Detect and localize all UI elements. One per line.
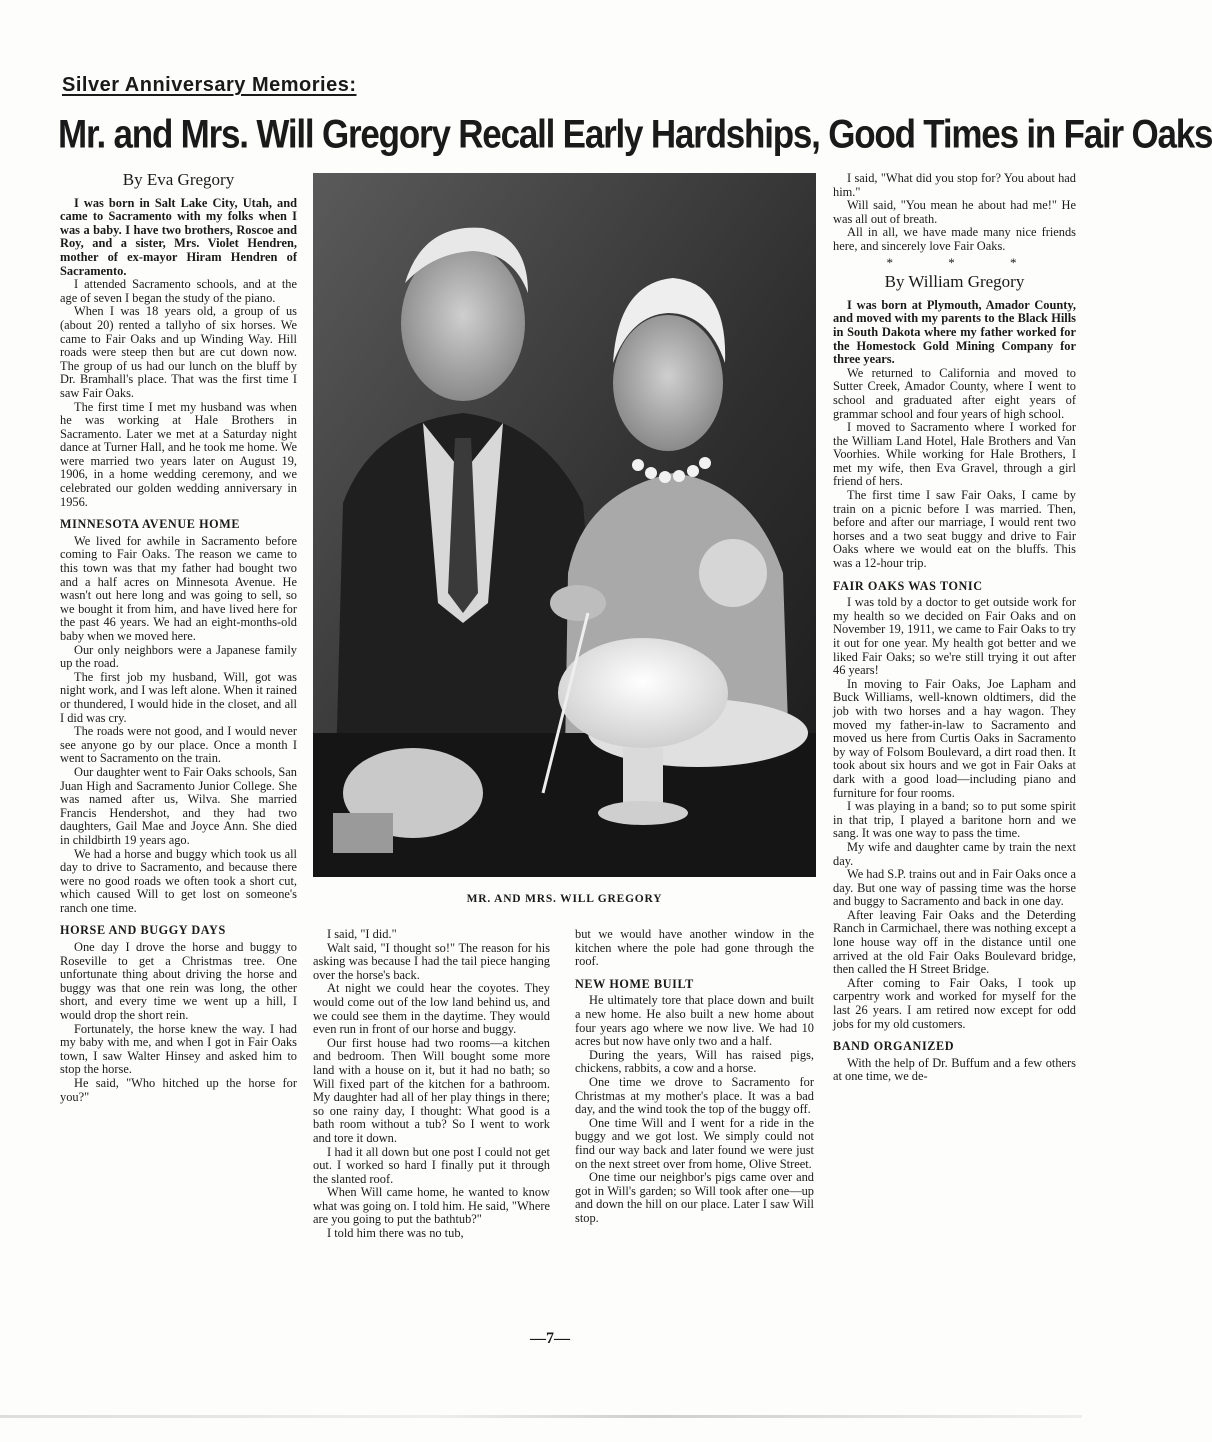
paragraph: Our only neighbors were a Japanese family up the road.	[60, 642, 297, 671]
photo-illustration	[313, 173, 816, 877]
paragraph: My wife and daughter came by train the next day.	[833, 839, 1076, 868]
paragraph: The roads were not good, and I would never see anyone go by our place. Once a month I went to Sacramento on the train.	[60, 724, 297, 766]
subhead-band: BAND ORGANIZED	[833, 1039, 955, 1054]
paragraph: I had it all down but one post I could not get out. I worked so hard I finally put it through the slanted roof.	[313, 1144, 550, 1186]
paragraph: We lived for awhile in Sacramento before coming to Fair Oaks. The reason we came to this town was that my father had bought two and a half acres on Minnesota Avenue. He wasn't out here long and was going to sell, so we bought it from him, and have lived here for the past 46 years. We had an eight-months-old baby when we moved here.	[60, 533, 297, 643]
paragraph: The first time I saw Fair Oaks, I came by train on a picnic before I was married. Then, before and after our marriage, I would rent two horses and a two seat buggy and drive to Fair Oaks where we would eat on the bluffs. This was a 12-hour trip.	[833, 488, 1076, 571]
paragraph: When I was 18 years old, a group of us (about 20) rented a tallyho of six horses. We came to Fair Oaks and up Winding Way. Hill roads were steep then but are cut down now. The group of us had our lunch on the bluff by Dr. Bramhall's place. That was the first time I saw Fair Oaks.	[60, 304, 297, 400]
paragraph: After coming to Fair Oaks, I took up carpentry work and worked for myself for the last 26 years. I am retired now except for odd jobs for my old customers.	[833, 975, 1076, 1031]
section-divider-stars: * * *	[886, 254, 1043, 270]
paragraph: One time we drove to Sacramento for Christmas at my mother's place. It was a bad day, and the wind took the top of the buggy off.	[575, 1074, 814, 1117]
article-column-4	[833, 172, 1076, 1084]
paragraph: I moved to Sacramento where I worked for the William Land Hotel, Hale Brothers and Van Voorhies. While working for Hale Brothers, I met my wife, then Eva Gravel, through a girl friend of hers.	[833, 420, 1076, 489]
paragraph: In moving to Fair Oaks, Joe Lapham and Buck Williams, well-known oldtimers, did the job with two horses and a hay wagon. They moved my father-in-law to Sacramento and moved us here from Curtis Oaks in Sacramento by way of Folsom Boulevard, a dirt road then. It took about six hours and we got in Fair Oaks at dark with a good load—including piano and furniture for four rooms.	[833, 676, 1076, 800]
paragraph: Will said, "You mean he about had me!" He was all out of breath.	[833, 198, 1076, 226]
paragraph: I attended Sacramento schools, and at the age of seven I began the study of the piano.	[60, 277, 297, 305]
article-column-2	[313, 928, 550, 1241]
paragraph: At night we could hear the coyotes. They would come out of the low land behind us, and we could see them in the daytime. They would even run in front of our horse and buggy.	[313, 981, 550, 1037]
paragraph: He ultimately tore that place down and built a new home. He also built a new home about four years ago where we now live. We had 10 acres but now have only two and a half.	[575, 993, 814, 1049]
paragraph: The first time I met my husband was when he was working at Hale Brothers in Sacramento. Later we met at a Saturday night dance at Turner Hall, and he took me home. We were married two years later on August 19, 1906, in a home wedding ceremony, and we celebrated our golden wedding anniversary in 1956.	[60, 399, 297, 509]
paragraph: We had a horse and buggy which took us all day to drive to Sacramento, and because there were no good roads we often took a short cut, which caused Will to get lost on someone's ranch one time.	[60, 846, 297, 915]
lead-paragraph: I was born in Salt Lake City, Utah, and came to Sacramento with my folks when I was a baby. I have two brothers, Roscoe and Roy, and a sister, Mrs. Violet Hendren, mother of ex-mayor Hiram Hendren of Sacramento.	[60, 195, 297, 278]
bottom-rule	[0, 1415, 1082, 1418]
portrait-photo-icon	[313, 173, 816, 877]
paragraph: Our daughter went to Fair Oaks schools, San Juan High and Sacramento Junior College. She was named after us, Wilva. She married Francis Hendershot, and they had two daughters, Gail Mae and Joyce Ann. She died in childbirth 19 years ago.	[60, 764, 297, 847]
paragraph: Fortunately, the horse knew the way. I had my baby with me, and when I got in Fair Oaks town, I saw Walter Hinsey and asked him to stop the horse.	[60, 1021, 297, 1077]
paragraph: During the years, Will has raised pigs, chickens, rabbits, a cow and a horse.	[575, 1047, 814, 1076]
headline: Mr. and Mrs. Will Gregory Recall Early Hardships, Good Times in Fair Oaks	[58, 112, 1212, 157]
paragraph: When Will came home, he wanted to know what was going on. I told him. He said, "Where are you going to put the bathtub?"	[313, 1185, 550, 1227]
article-column-1	[60, 170, 297, 1104]
photo-caption: MR. AND MRS. WILL GREGORY	[466, 893, 663, 905]
article-column-3	[575, 928, 814, 1225]
paragraph: Our first house had two rooms—a kitchen and bedroom. Then Will bought some more land with a house on it, but it had no bath; so Will fixed part of the kitchen for a bathroom. My daughter had all of her play things in there; so one rainy day, I thought: What good is a bath room without a tub? So I went to work and tore it down.	[313, 1035, 550, 1145]
paragraph: I said, "What did you stop for? You about had him."	[833, 171, 1076, 199]
paragraph: After leaving Fair Oaks and the Deterding Ranch in Carmichael, there was nothing except a lone house way off in the distance until one arrived at the old Fair Oaks Boulevard bridge, then called the H Street Bridge.	[833, 907, 1076, 977]
byline-eva: By Eva Gregory	[122, 170, 235, 189]
subhead-tonic: FAIR OAKS WAS TONIC	[833, 578, 983, 593]
paragraph: With the help of Dr. Buffum and a few others at one time, we de-	[833, 1055, 1076, 1084]
subhead-minnesota: MINNESOTA AVENUE HOME	[60, 517, 241, 532]
paragraph: He said, "Who hitched up the horse for you?"	[60, 1076, 297, 1104]
paragraph: One time our neighbor's pigs came over and got in Will's garden; so Will took after one—up and down the hill on our place. Later I saw Will stop.	[575, 1170, 814, 1225]
paragraph: I said, "I did."	[327, 927, 397, 941]
paragraph: I was told by a doctor to get outside work for my health so we decided on Fair Oaks and on November 19, 1911, we came to Fair Oaks to try it out for one year. My health got better and we liked Fair Oaks; so we're still trying it out after 46 years!	[833, 595, 1076, 678]
lead-paragraph: I was born at Plymouth, Amador County, and moved with my parents to the Black Hills in South Dakota where my father worked for the Homestock Gold Mining Company for three years.	[833, 297, 1076, 367]
paragraph: All in all, we have made many nice friends here, and sincerely love Fair Oaks.	[833, 225, 1076, 253]
byline-william: By William Gregory	[884, 272, 1025, 292]
paragraph: One time Will and I went for a ride in the buggy and we got lost. We simply could not find our way back and later found we were just on the next street over from home, Olive Street.	[575, 1115, 814, 1171]
paragraph: We returned to California and moved to Sutter Creek, Amador County, where I went to school and graduated after eight years of grammar school and four years of high school.	[833, 365, 1076, 421]
paragraph: I was playing in a band; so to put some spirit in that trip, I played a baritone horn and we sang. It was one way to pass the time.	[833, 799, 1076, 841]
section-kicker: Silver Anniversary Memories:	[62, 74, 357, 96]
paragraph: Walt said, "I thought so!" The reason for his asking was because I had the tail piece hanging over the horse's back.	[313, 940, 550, 982]
paragraph: We had S.P. trains out and in Fair Oaks once a day. But one way of passing time was the horse and buggy to Sacramento and back in one day.	[833, 867, 1076, 909]
paragraph: One day I drove the horse and buggy to Roseville to get a Christmas tree. One unfortunate thing about driving the horse and buggy was that one rein was long, the other short, and every time we went up a hill, I would drop the short rein.	[60, 940, 297, 1023]
subhead-new-home: NEW HOME BUILT	[575, 976, 694, 991]
page-number: —7—	[530, 1330, 570, 1347]
subhead-horse-buggy: HORSE AND BUGGY DAYS	[60, 923, 226, 938]
paragraph: but we would have another window in the kitchen where the pole had gone through the roof.	[575, 927, 814, 969]
paragraph: I told him there was no tub,	[327, 1226, 464, 1241]
paragraph: The first job my husband, Will, got was night work, and I was left alone. When it rained or thundered, I would hide in the closet, and all I did was cry.	[60, 669, 297, 725]
